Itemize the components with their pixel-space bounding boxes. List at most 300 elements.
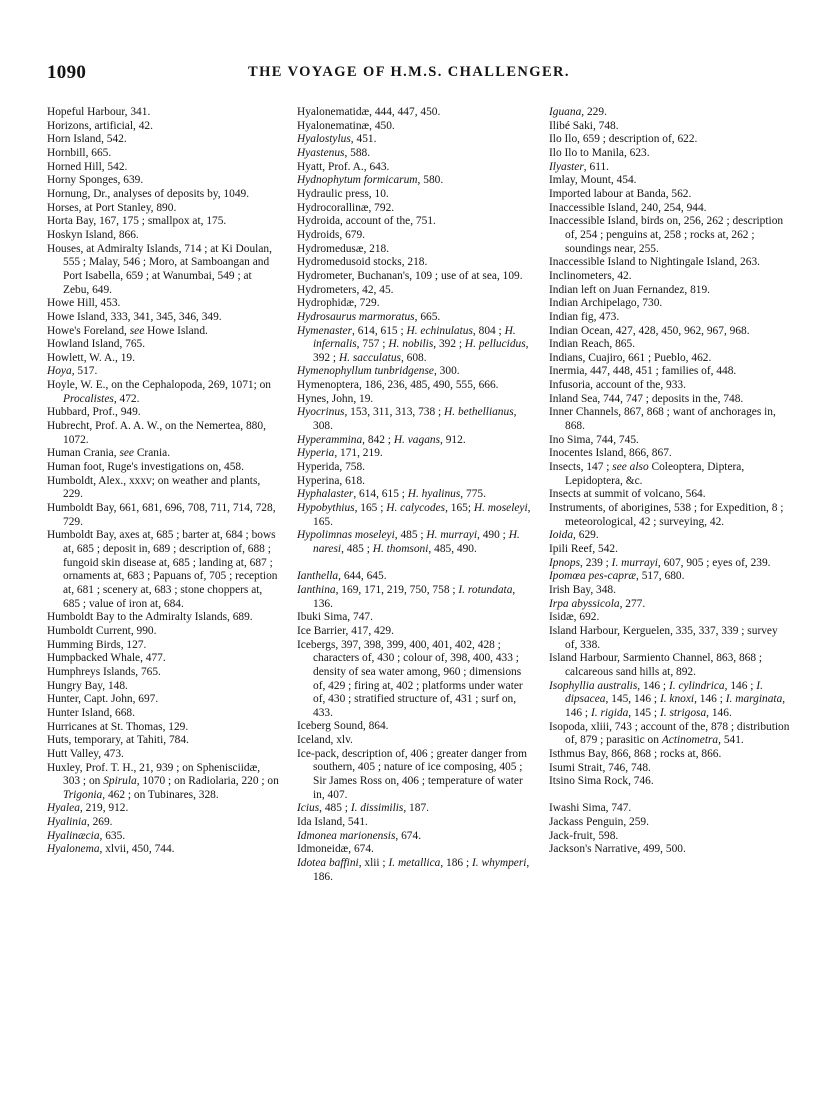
index-entry (549, 557, 791, 571)
index-entry (297, 379, 535, 393)
index-entry-text: Hungry Bay, 148. (47, 679, 128, 692)
index-entry (549, 652, 791, 679)
index-entry-text: Horizons, artificial, 42. (47, 119, 153, 132)
index-entry (297, 816, 535, 830)
index-entry-text: Inocentes Island, 866, 867. (549, 447, 672, 460)
index-entry-text: Horned Hill, 542. (47, 160, 128, 173)
index-entry (297, 365, 535, 379)
index-entry-text: Huts, temporary, at Tahiti, 784. (47, 734, 189, 747)
index-entry (549, 816, 791, 830)
index-entry-italic-text: Ilyaster (549, 160, 584, 173)
index-entry-text: , 269. (86, 816, 113, 829)
index-entry-text: Ice-pack, description of, 406 ; greater danger from southern, 405 ; nature of ice composing, 405 ; Sir James Ross on, 406 ; temperature of water in, 407. (297, 747, 527, 801)
index-entry-text: Humboldt Bay, 661, 681, 696, 708, 711, 714, 728, 729. (47, 502, 276, 528)
index-entry-text: Imlay, Mount, 454. (549, 174, 637, 187)
index-entry (47, 352, 279, 366)
index-entry (47, 461, 279, 475)
index-entry-text: Hydrophidæ, 729. (297, 297, 380, 310)
index-entry-text: , 614, 615 ; (352, 324, 407, 337)
index-entry-italic-text: I. rotundata (458, 583, 513, 596)
index-entry-text: Horta Bay, 167, 175 ; smallpox at, 175. (47, 215, 227, 228)
index-entry-text: Hunter, Capt. John, 697. (47, 693, 159, 706)
index-entry-italic-text: Procalistes (63, 392, 114, 405)
index-entry (549, 680, 791, 721)
index-entry-text: Hydromedusoid stocks, 218. (297, 256, 428, 269)
index-entry-text: Itsino Sima Rock, 746. (549, 775, 654, 788)
index-entry (297, 174, 535, 188)
index-entry-italic-text: H. bethellianus (444, 406, 514, 419)
index-entry-text: , 153, 311, 313, 738 ; (344, 406, 445, 419)
index-entry-text: , xlii ; (358, 857, 389, 870)
index-entry (47, 297, 279, 311)
index-entry (47, 338, 279, 352)
index-entry-text: Hyatt, Prof. A., 643. (297, 160, 390, 173)
index-entry-text: Coleoptera, Diptera, Lepidoptera, &c. (565, 461, 745, 487)
index-entry (297, 434, 535, 448)
index-entry-text: Houses, at Admiralty Islands, 714 ; at Ki Doulan, 555 ; Malay, 546 ; Moro, at Samboangan and Port Isabella, 659 ; at Wanumbai, 549 ; at Zebu, 649. (47, 242, 272, 296)
index-entry (549, 625, 791, 652)
index-entry (549, 830, 791, 844)
index-entry-text: , 165. (313, 502, 531, 528)
index-entry-italic-text: Hyalinia (47, 816, 87, 829)
index-entry-text: , 165; (445, 502, 474, 515)
index-entry (549, 174, 791, 188)
index-entry (297, 475, 535, 489)
index-entry-text: Isidæ, 692. (549, 611, 600, 624)
index-entry-italic-text: H. murrayi (426, 529, 478, 542)
index-entry-text: Inland Sea, 744, 747 ; deposits in the, 748. (549, 392, 744, 405)
index-entry-italic-text: I. metallica (388, 857, 441, 870)
index-entry-text: , 136. (313, 583, 516, 610)
index-entry-text: Hoyle, W. E., on the Cephalopoda, 269, 1071; on (47, 379, 271, 392)
index-entry (47, 243, 279, 298)
index-entry-text: , 186. (313, 857, 530, 883)
index-entry (47, 147, 279, 161)
index-entry-italic-text: see also (612, 461, 649, 474)
index-entry-text: , 165 ; (354, 502, 387, 515)
index-entry-text: Hopeful Harbour, 341. (47, 106, 151, 118)
index-entry-text: , 146. (706, 706, 732, 719)
index-entry (549, 843, 791, 857)
index-entry-italic-text: Ianthella (297, 570, 339, 583)
index-entry-italic-text: Idotea baffini (297, 857, 359, 870)
index-entry (549, 215, 791, 256)
index-entry (297, 584, 535, 611)
index-entry-italic-text: H. hyalinus (407, 488, 461, 501)
index-entry-text: Humboldt, Alex., xxxv; on weather and plants, 229. (47, 474, 261, 501)
index-entry-italic-text: H. infernalis (313, 324, 516, 351)
index-column-2 (297, 106, 535, 884)
index-entry-italic-text: Ioida (549, 529, 574, 542)
index-entry-text: Hubbard, Prof., 949. (47, 406, 141, 419)
page-header (0, 62, 825, 86)
index-entry-text: Indian Ocean, 427, 428, 450, 962, 967, 968. (549, 324, 750, 337)
index-entry-text: , 541. (718, 734, 744, 747)
index-entry (549, 502, 791, 529)
index-entry (297, 325, 535, 366)
index-entry-text: Indian Reach, 865. (549, 338, 636, 351)
index-entry (297, 734, 535, 748)
index-entry (549, 297, 791, 311)
index-entry-text: , 614, 615 ; (353, 488, 408, 501)
index-entry-italic-text: Iguana (549, 106, 582, 118)
index-entry-italic-text: Hoya (47, 365, 72, 378)
index-entry-text: Indian fig, 473. (549, 310, 620, 323)
index-entry (297, 639, 535, 721)
index-entry (549, 584, 791, 598)
index-entry (47, 734, 279, 748)
index-entry-text: , 517, 680. (636, 570, 685, 583)
index-entry-text: , 588. (344, 146, 371, 159)
index-entry (47, 707, 279, 721)
index-entry-italic-text: Hypobythius (297, 502, 355, 515)
index-entry-text: , 629. (573, 529, 599, 542)
index-entry (297, 147, 535, 161)
index-entry-text: Horn Island, 542. (47, 133, 127, 146)
index-entry-text: Ida Island, 541. (297, 816, 368, 829)
index-entry-text: Iwashi Sima, 747. (549, 802, 632, 815)
index-entry-italic-text: Hymenaster (297, 324, 353, 337)
index-entry-italic-text: Icius (297, 802, 320, 815)
index-entry-italic-text: Ipnops (549, 556, 581, 569)
index-entry (47, 802, 279, 816)
index-entry (297, 133, 535, 147)
index-entry (549, 488, 791, 502)
index-entry-text: , 775. (460, 488, 486, 501)
index-entry (549, 393, 791, 407)
index-entry (297, 488, 535, 502)
index-entry (297, 802, 535, 816)
index-entry-text: Isopoda, xliii, 743 ; account of the, 878 ; distribution of, 879 ; parasitic on (549, 720, 790, 747)
index-entry (549, 147, 791, 161)
index-entry-text: Humphreys Islands, 765. (47, 665, 161, 678)
index-entry-text: , 485, 490. (428, 543, 477, 555)
index-entry-text: , 145, 146 ; (605, 693, 660, 706)
index-entry-text: Hynes, John, 19. (297, 392, 374, 405)
index-entry-text: Hydromedusæ, 218. (297, 242, 390, 255)
index-entry (297, 857, 535, 884)
index-entry-text: Hydrocorallinæ, 792. (297, 201, 395, 214)
index-entry (47, 816, 279, 830)
index-entry-text: Iceland, xlv. (297, 734, 353, 747)
index-entry-italic-text: Hyperammina (297, 433, 363, 446)
index-entry (549, 120, 791, 134)
index-entry (47, 748, 279, 762)
index-entry-italic-text: H. pellucidus (464, 338, 526, 351)
index-entry-text: , 462 ; on Tubinares, 328. (102, 788, 219, 801)
index-entry-text: Human Crania, (47, 447, 120, 460)
index-entry-text: , 186 ; (440, 857, 472, 870)
index-entry (297, 270, 535, 284)
index-entry (47, 843, 279, 857)
index-entry (47, 311, 279, 325)
index-entry-text: Hornung, Dr., analyses of deposits by, 1049. (47, 187, 250, 200)
index-entry (549, 543, 791, 557)
index-entry-text: , 308. (313, 406, 517, 433)
index-entry (549, 284, 791, 298)
index-entry-text: , 912. (440, 433, 466, 446)
index-entry (549, 338, 791, 352)
index-entry-text: Ibuki Sima, 747. (297, 611, 373, 624)
index-entry (297, 161, 535, 175)
index-entry-text: , 665. (414, 310, 441, 323)
index-entry-italic-text: see (129, 324, 145, 337)
index-entry (47, 639, 279, 653)
index-entry-text: Horses, at Port Stanley, 890. (47, 201, 177, 214)
index-entry (549, 721, 791, 748)
index-entry-italic-text: Ianthina (297, 583, 336, 596)
index-entry (47, 174, 279, 188)
index-column-1 (47, 106, 279, 857)
index-entry-text: , 608. (400, 351, 427, 364)
index-entry-text: , xlvii, 450, 744. (99, 843, 175, 856)
index-entry-text: Humboldt Bay to the Admiralty Islands, 689. (47, 611, 253, 624)
index-entry (549, 529, 791, 543)
index-entry-text: , 146 ; (724, 679, 757, 692)
index-entry (297, 625, 535, 639)
index-entry-text: Inner Channels, 867, 868 ; want of anchorages in, 868. (549, 406, 776, 433)
index-entry-text: Infusoria, account of the, 933. (549, 379, 686, 392)
index-entry (297, 202, 535, 216)
index-entry-italic-text: Hyalea (47, 802, 80, 815)
index-entry-text: Hunter Island, 668. (47, 706, 135, 719)
index-entry-italic-text: Hyperia (297, 447, 335, 460)
index-entry-text: , 804 ; (472, 324, 505, 337)
index-entry (47, 161, 279, 175)
index-entry-italic-text: Hyalostylus (297, 133, 351, 146)
index-entry-text: Hubrecht, Prof. A. A. W., on the Nemertea, 880, 1072. (47, 420, 266, 446)
index-entry-text: Howe Island. (144, 324, 208, 337)
index-entry-text: , 644, 645. (338, 570, 387, 583)
index-entry (47, 680, 279, 694)
index-entry-italic-text: I. dipsacea (565, 679, 763, 706)
index-entry-text: , 219, 912. (79, 802, 129, 815)
index-entry (297, 297, 535, 311)
index-entry-italic-text: see (119, 447, 134, 460)
index-entry-text: Insects at summit of volcano, 564. (549, 488, 706, 501)
index-entry (549, 611, 791, 625)
index-entry-text: Hoskyn Island, 866. (47, 228, 139, 241)
index-entry-text: Ice Barrier, 417, 429. (297, 624, 394, 637)
index-entry (297, 461, 535, 475)
index-entry (47, 611, 279, 625)
index-entry-text: Crania. (133, 447, 171, 460)
index-entry-text: , 277. (619, 597, 646, 610)
page-number: 1090 (47, 62, 87, 83)
index-entry (297, 830, 535, 844)
index-entry (549, 762, 791, 776)
index-entry-text: Indian left on Juan Fernandez, 819. (549, 283, 711, 296)
index-entry-text: Jackson's Narrative, 499, 500. (549, 843, 686, 856)
index-entry (47, 120, 279, 134)
index-entry (549, 133, 791, 147)
index-entry-italic-text: I. dissimilis (350, 802, 404, 815)
index-entry-text: Humboldt Bay, axes at, 685 ; barter at, 684 ; bows at, 685 ; deposit in, 689 ; description of, 688 ; fungoid skin disease at, 685 ; landing at, 687 ; ornaments at, 683 ; Papuans of, 705 ; reception at, 681 ; scenery at, 683 ; stone choppers at, 685 ; value of iron at, 684. (47, 529, 278, 610)
index-entry-text: , 490 ; (477, 529, 509, 542)
index-entry-italic-text: Trigonia (63, 788, 103, 801)
index-entry-text: , 451. (350, 133, 377, 146)
index-entry-text: , 485 ; (341, 543, 373, 555)
index-entry-text: Inaccessible Island, birds on, 256, 262 ; description of, 254 ; penguins at, 258 ; rocks at, 262 ; soundings near, 255. (549, 215, 784, 255)
index-entry-text: Hyalonematinæ, 450. (297, 119, 395, 132)
index-entry-italic-text: Hypolimnas moseleyi (297, 529, 395, 542)
index-entry (297, 611, 535, 625)
index-entry (549, 202, 791, 216)
index-entry-text: Inermia, 447, 448, 451 ; families of, 448. (549, 365, 737, 378)
index-entry-text: Jackass Penguin, 259. (549, 816, 649, 829)
index-entry-italic-text: Hyastenus (297, 146, 345, 159)
index-entry-text: , 485 ; (394, 529, 427, 542)
index-entry-italic-text: Irpa abyssicola (549, 597, 620, 610)
index-entry-italic-text: I. whymperi (472, 857, 527, 870)
index-entry (297, 570, 535, 584)
index-entry-text: Idmoneidæ, 674. (297, 843, 374, 856)
index-entry-italic-text: Isophyllia australis (549, 679, 638, 692)
index-entry-text: , 169, 171, 219, 750, 758 ; (335, 583, 459, 596)
index-entry-text: Huxley, Prof. T. H., 21, 939 ; on Sphenisciidæ, 303 ; on (47, 761, 261, 788)
index-entry (549, 461, 791, 488)
index-entry-text: Hydrometers, 42, 45. (297, 283, 394, 296)
index-entry (297, 311, 535, 325)
index-entry-text: Hutt Valley, 473. (47, 747, 124, 760)
index-entry-text: Instruments, of aborigines, 538 ; for Expedition, 8 ; meteorological, 42 ; surveying, 42. (549, 502, 784, 528)
index-entry-text: Inaccessible Island, 240, 254, 944. (549, 201, 707, 214)
index-entry-italic-text: Hyphalaster (297, 488, 354, 501)
index-entry-text: , 187. (403, 802, 429, 815)
index-entry-text: Insects, 147 ; (549, 461, 613, 474)
index-entry-text: , 239 ; (580, 556, 612, 569)
index-entry (549, 406, 791, 433)
index-entry-italic-text: H. vagans (393, 433, 441, 446)
index-entry-italic-text: Actinometra (661, 734, 719, 747)
index-entry-text: , 485 ; (319, 802, 351, 815)
index-entry (47, 420, 279, 447)
index-entry (549, 379, 791, 393)
index-entry-text: Ipili Reef, 542. (549, 543, 618, 555)
index-entry-text: Hurricanes at St. Thomas, 129. (47, 720, 189, 733)
index-entry-text: Island Harbour, Kerguelen, 335, 337, 339 ; survey of, 338. (549, 624, 778, 651)
index-entry-text: Howland Island, 765. (47, 338, 146, 351)
index-entry-text: , 229. (581, 106, 607, 118)
index-entry-text: , 392 ; (313, 338, 529, 364)
index-entry (47, 830, 279, 844)
index-entry-italic-text: Idmonea marionensis (297, 829, 396, 842)
index-entry (47, 188, 279, 202)
index-entry (47, 652, 279, 666)
index-entry (47, 133, 279, 147)
index-entry-text: , 607, 905 ; eyes of, 239. (657, 556, 771, 569)
index-entry (549, 802, 791, 816)
index-entry-italic-text: H. echinulatus (406, 324, 473, 337)
index-entry-text: Imported labour at Banda, 562. (549, 187, 692, 200)
index-entry (297, 447, 535, 461)
index-entry-italic-text: I. murrayi (611, 556, 658, 569)
index-entry-italic-text: Hydrosaurus marmoratus (297, 310, 415, 323)
index-entry (297, 529, 535, 556)
index-entry-italic-text: H. naresi (313, 529, 520, 555)
index-entry (297, 229, 535, 243)
index-entry (549, 775, 791, 789)
index-entry-text: Inclinometers, 42. (549, 269, 632, 282)
index-entry (47, 625, 279, 639)
index-entry-text: , 580. (417, 174, 444, 187)
index-entry-italic-text: Hydnophytum formicarum (297, 174, 418, 187)
index-entry-italic-text: H. calycodes (386, 502, 446, 515)
index-entry-text: Hyperida, 758. (297, 461, 366, 474)
index-entry-text: Ilo Ilo to Manila, 623. (549, 146, 650, 159)
index-entry (549, 598, 791, 612)
index-entry (47, 529, 279, 611)
index-entry-text: Iceberg Sound, 864. (297, 720, 389, 733)
index-entry-italic-text: I. knoxi (659, 693, 695, 706)
index-entry-text: , 517. (71, 365, 98, 378)
index-entry (297, 284, 535, 298)
index-entry-italic-text: I. strigosa (659, 706, 707, 719)
index-entry (549, 188, 791, 202)
index-entry (47, 379, 279, 406)
index-entry-italic-text: Hymenophyllum tunbridgense (297, 365, 434, 378)
index-column-3 (549, 106, 791, 857)
index-entry-text: Hymenoptera, 186, 236, 485, 490, 555, 666. (297, 379, 499, 392)
index-entry (297, 243, 535, 257)
index-entry-text: Island Harbour, Sarmiento Channel, 863, 868 ; calcareous sand hills at, 892. (549, 652, 763, 678)
index-entry-text: Horny Sponges, 639. (47, 174, 144, 187)
index-entry (549, 311, 791, 325)
index-entry-text: Hydroids, 679. (297, 228, 366, 241)
index-entry-text: Isumi Strait, 746, 748. (549, 761, 651, 774)
index-entry-text: Howe Hill, 453. (47, 297, 121, 310)
index-entry (549, 570, 791, 584)
index-entry (549, 365, 791, 379)
index-entry-text: Ilibé Saki, 748. (549, 119, 619, 132)
index-entry (47, 325, 279, 339)
index-entry-italic-text: Hyalinæcia (47, 829, 100, 842)
index-entry (47, 229, 279, 243)
index-entry-text: Hydraulic press, 10. (297, 187, 389, 200)
index-entry (297, 106, 535, 120)
index-entry (47, 666, 279, 680)
index-entry-text: Icebergs, 397, 398, 399, 400, 401, 402, 428 ; characters of, 430 ; colour of, 398, 400, 433 ; density of sea water among, 960 ; dimensions of, 429 ; firing at, 402 ; platforms under water of, 430 ; stratified structure of, 431 ; surf on, 433. (297, 638, 523, 719)
index-entry (297, 256, 535, 270)
index-entry (47, 502, 279, 529)
index-entry-text: Jack-fruit, 598. (549, 829, 619, 842)
index-entry-text: Hydrometer, Buchanan's, 109 ; use of at sea, 109. (297, 269, 523, 282)
index-entry-text: , 842 ; (362, 433, 394, 446)
index-entry (549, 352, 791, 366)
index-entry-italic-text: H. thomsoni (372, 543, 429, 555)
index-entry-text: , 757 ; (356, 338, 389, 351)
index-entry-italic-text: H. sacculatus (338, 351, 401, 364)
index-entry (549, 447, 791, 461)
index-entry (297, 748, 535, 803)
index-entry (47, 721, 279, 735)
index-entry-text: Hydroida, account of the, 751. (297, 215, 436, 228)
index-entry (297, 406, 535, 433)
index-entry-text: Indian Archipelago, 730. (549, 297, 663, 310)
index-entry (47, 693, 279, 707)
index-entry (549, 161, 791, 175)
index-entry-text: Hyperina, 618. (297, 474, 366, 487)
index-entry-italic-text: I. rigida (590, 706, 629, 719)
index-entry-text: Howe's Foreland, (47, 324, 130, 337)
index-entry-text: Ilo Ilo, 659 ; description of, 622. (549, 133, 698, 146)
index-entry (549, 270, 791, 284)
index-entry-text: Humming Birds, 127. (47, 638, 147, 651)
index-entry (297, 188, 535, 202)
index-entry-text: , 392 ; (433, 338, 465, 351)
index-entry (549, 325, 791, 339)
index-entry (47, 202, 279, 216)
